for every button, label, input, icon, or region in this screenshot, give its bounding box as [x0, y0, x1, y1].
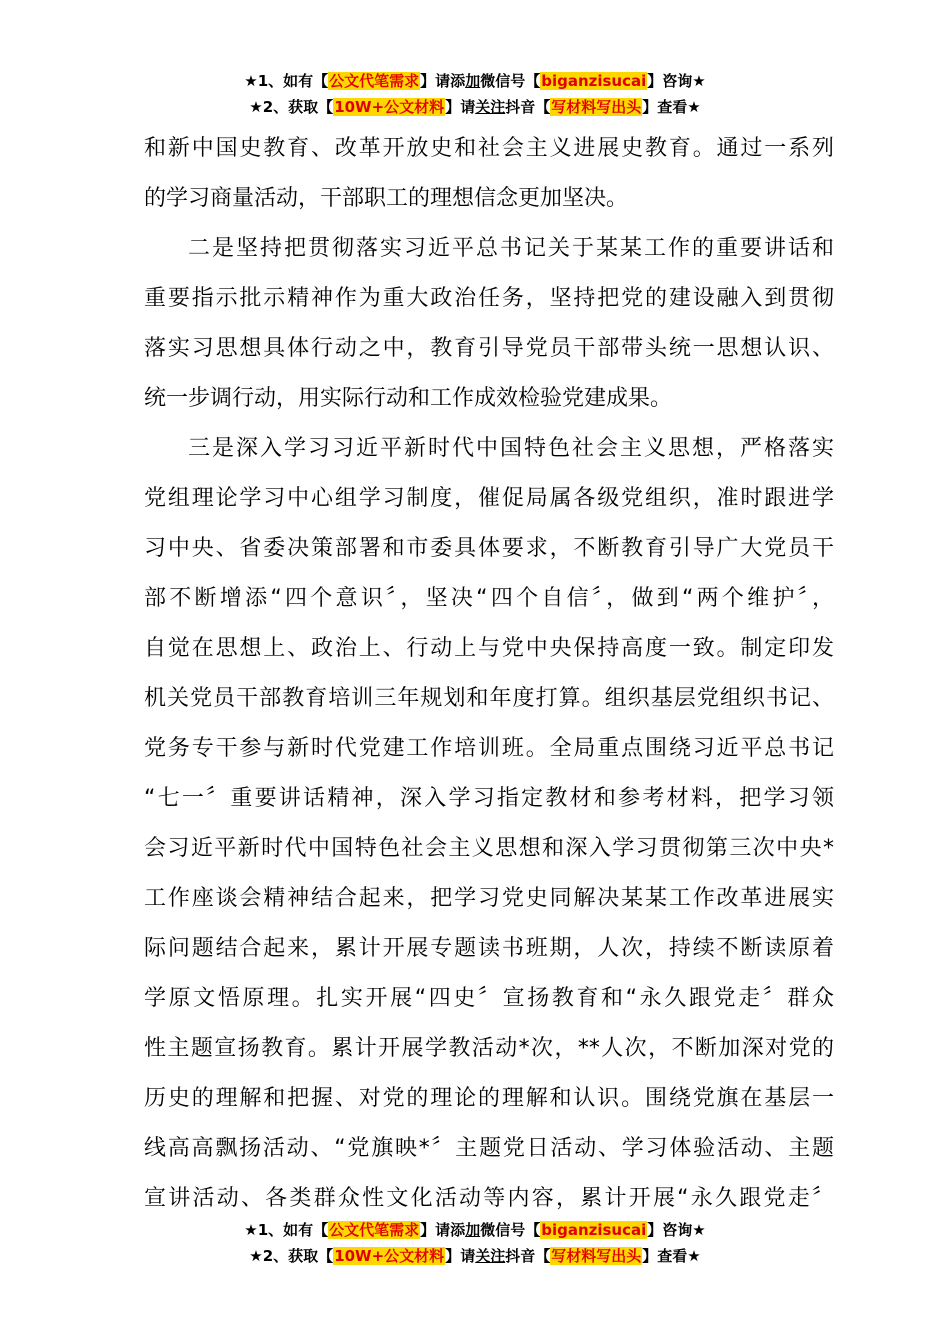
body-line: 宣讲活动、各类群众性文化活动等内容，累计开展“永久跟党走〞 [144, 1186, 834, 1211]
promo-text: 】请 [445, 1247, 476, 1265]
promo-line-2 [0, 94, 950, 120]
body-line: 历史的理解和把握、对党的理论的理解和认识。围绕党旗在基层一 [144, 1086, 834, 1111]
body-line: 线高高飘扬活动、“党旗映*〞主题党日活动、学习体验活动、主题 [144, 1136, 834, 1161]
body-line: 重要指示批示精神作为重大政治任务，坚持把党的建设融入到贯彻 [144, 286, 834, 311]
paragraph-start-line: 三是深入学习习近平新时代中国特色社会主义思想，严格落实 [188, 436, 834, 461]
promo-highlight-wechat-id: biganzisucai [541, 72, 647, 90]
promo-text: 】咨询★ [647, 1221, 706, 1239]
promo-highlight-douyin-id: 写材料写出头 [551, 1247, 642, 1265]
body-line: 习中央、省委决策部署和市委具体要求，不断教育引导广大党员干 [144, 536, 834, 561]
promo-highlight-materials: 10W+公文材料 [334, 98, 445, 116]
promo-text-underlined: 关注 [475, 98, 506, 116]
header-promo-banner [0, 68, 950, 120]
promo-line-1 [0, 68, 950, 94]
promo-text: 抖音【 [505, 98, 551, 116]
promo-highlight-douyin-id: 写材料写出头 [551, 98, 642, 116]
body-line: 和新中国史教育、改革开放史和社会主义进展史教育。通过一系列 [144, 136, 834, 161]
body-line: 学原文悟原理。扎实开展“四史〞宣扬教育和“永久跟党走〞群众 [144, 986, 834, 1011]
promo-highlight-wechat-id: biganzisucai [541, 1221, 647, 1239]
promo-text: 】查看★ [642, 1247, 701, 1265]
body-line: 部不断增添“四个意识〞，坚决“四个自信〞，做到“两个维护〞， [144, 586, 834, 611]
body-line: 性主题宣扬教育。累计开展学教活动*次，**人次，不断加深对党的 [144, 1036, 834, 1061]
body-line: 的学习商量活动，干部职工的理想信念更加坚决。 [144, 186, 629, 211]
body-line: 党务专干参与新时代党建工作培训班。全局重点围绕习近平总书记 [144, 736, 834, 761]
footer-promo-banner [0, 1217, 950, 1269]
promo-text-underlined: 加 [465, 1221, 481, 1239]
body-line: 统一步调行动，用实际行动和工作成效检验党建成果。 [144, 386, 673, 411]
promo-text: 微信号【 [480, 72, 541, 90]
body-line: 党组理论学习中心组学习制度，催促局属各级党组织，准时跟进学 [144, 486, 834, 511]
paragraph-start-line: 二是坚持把贯彻落实习近平总书记关于某某工作的重要讲话和 [188, 236, 834, 261]
promo-text-underlined: 关注 [475, 1247, 506, 1265]
promo-text: 】查看★ [642, 98, 701, 116]
promo-text: ★1、如有【 [244, 1221, 329, 1239]
body-line: 自觉在思想上、政治上、行动上与党中央保持高度一致。制定印发 [144, 636, 834, 661]
promo-line-1 [0, 1217, 950, 1243]
body-line: 会习近平新时代中国特色社会主义思想和深入学习贯彻第三次中央* [144, 836, 834, 861]
promo-highlight-materials: 10W+公文材料 [334, 1247, 445, 1265]
promo-text: 】咨询★ [647, 72, 706, 90]
body-line: 工作座谈会精神结合起来，把学习党史同解决某某工作改革进展实 [144, 886, 834, 911]
promo-text-underlined: 加 [465, 72, 481, 90]
promo-text: 】请 [445, 98, 476, 116]
promo-text: 抖音【 [505, 1247, 551, 1265]
body-line: 落实习思想具体行动之中，教育引导党员干部带头统一思想认识、 [144, 336, 834, 361]
promo-text: 微信号【 [480, 1221, 541, 1239]
body-line: 际问题结合起来，累计开展专题读书班期，人次，持续不断读原着 [144, 936, 834, 961]
promo-text: ★1、如有【 [244, 72, 329, 90]
promo-text: ★2、获取【 [249, 98, 334, 116]
promo-text: ★2、获取【 [249, 1247, 334, 1265]
promo-line-2 [0, 1243, 950, 1269]
document-body [144, 124, 834, 1224]
promo-highlight-service: 公文代笔需求 [329, 72, 420, 90]
promo-text: 】请添 [420, 1221, 466, 1239]
promo-highlight-service: 公文代笔需求 [329, 1221, 420, 1239]
body-line: 机关党员干部教育培训三年规划和年度打算。组织基层党组织书记、 [144, 686, 834, 711]
promo-text: 】请添 [420, 72, 466, 90]
body-line: “七一〞重要讲话精神，深入学习指定教材和参考材料，把学习领 [144, 786, 834, 811]
